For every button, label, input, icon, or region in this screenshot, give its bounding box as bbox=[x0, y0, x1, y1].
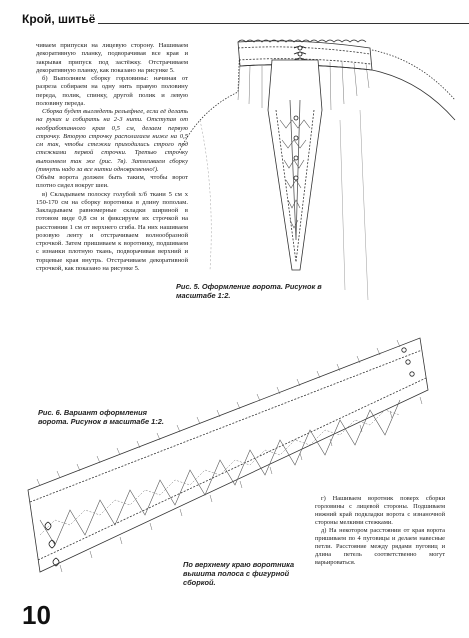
paragraph: г) Нашиваем воротник поверх сборки горловины с лицевой стороны. Подшиваем нижний край подкладки ворота с изнаночной стороны мелкими стежками. bbox=[315, 495, 445, 527]
right-text-column bbox=[315, 495, 445, 567]
figure-6-caption: Рис. 6. Вариант оформления ворота. Рисунок в масштабе 1:2. bbox=[38, 408, 164, 427]
paragraph-italic-note: Сборка будет выглядеть рельефнее, если её делать на руках и собирать на 2-3 нити. Отступая от необработанного края 0,5 см, делаем первую строчку. Вторую строчку располагаем ниже на 0,5 см так, чтобы стежки приходились строго под стежками первой строчки. Третью строчку выполняем так же (рис. 7в). Затягиваем сборку (тянуть надо за все нитки одновременно!). bbox=[36, 108, 188, 173]
paragraph: в) Складываем полоску голубой х/б ткани 5 см х 150-170 см на сборку воротника в длину пополам. Закладываем равномерные складки шириной в готовом виде 0,8 см и фиксируем их строчкой на расстоянии 1 см от верхнего сгиба. На них нашиваем розовую ленту и отстрачиваем волнообразной строчкой. Затем пришиваем к воротнику, подшиваем с изнанки плотную ткань, подворачивая верхний и торцевые края внутрь. Отстрачиваем декоративной строчкой, как показано на рисунке 5. bbox=[36, 190, 188, 272]
figure-7-caption: По верхнему краю воротника вышита полоса с фигурной сборкой. bbox=[183, 560, 295, 588]
figure-5-caption: Рис. 5. Оформление ворота. Рисунок в масштабе 1:2. bbox=[176, 282, 322, 301]
paragraph: б) Выполняем сборку горловины: начиная от разреза собираем на одну нить правую половину переда, полик, спинку, другой полик и левую половину переда. bbox=[36, 75, 188, 107]
figure-5-collar-drawing bbox=[180, 40, 455, 300]
paragraph: чиваем припуски на лицевую сторону. Нашиваем декоративную планку, подворачивая все края и закрывая припуск под застёжку. Отстрачиваем декоративную планку, как показано на рисунке 5. bbox=[36, 42, 188, 74]
paragraph: Объём ворота должен быть таким, чтобы ворот плотно сидел вокруг шеи. bbox=[36, 174, 188, 190]
paragraph: д) На некотором расстоянии от края ворота пришиваем по 4 пуговицы и делаем навесные петли. Расстояние между рядами пуговиц и длина петель соответственно могут варьироваться. bbox=[315, 527, 445, 567]
section-title: Крой, шитьё bbox=[22, 12, 96, 26]
page-number: 10 bbox=[22, 600, 51, 630]
